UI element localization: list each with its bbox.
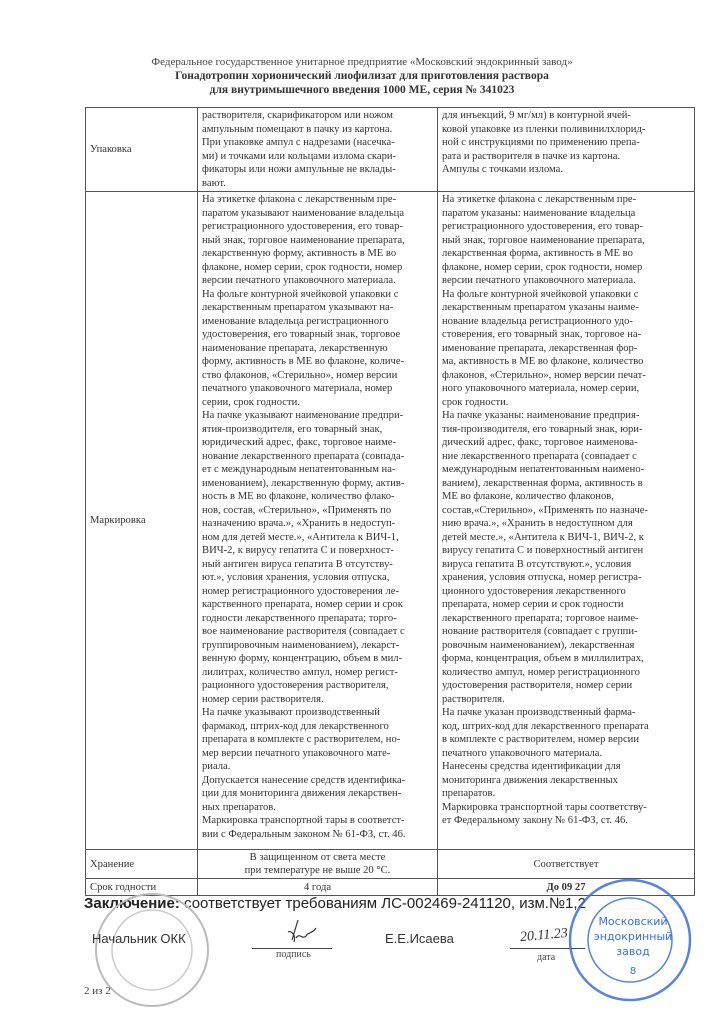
handwritten-date: 20.11.23 (519, 925, 569, 946)
conclusion-text: соответствует требованиям ЛС-002469-241120, изм.№1,2 (179, 895, 586, 912)
stamp-line3: завод (616, 945, 650, 958)
specification-table (85, 107, 695, 896)
row-name: Упаковка (86, 108, 198, 192)
table-row (86, 108, 695, 192)
stamp-line1: Московский (598, 915, 668, 928)
row-requirement: На этикетке флакона с лекарственным пре- паратом указывают наименование владельца регистрационного удостоверения, его товар- ный знак, торговое наименование препарата, лекарственную форму, активность в МЕ во флаконе, номер серии, срок годности, номер версии печатного упаковочного материала. На фольге контурной ячейковой упаковки с лекарственным препаратом указывают на- именование владельца регистрационного удостоверения, его товарный знак, торговое наименование препарата, лекарственную форму, активность в МЕ во флаконе, количе- ство флаконов, «Стерильно», номер версии печатного упаковочного материала, номер серии, срок годности. На пачке указывают наименование предпри- ятия-производителя, его товарный знак, юридический адрес, факс, торговое наиме- нование лекарственного препарата (совпада- ет с международным непатентованным на- именованием), лекарственную форму, актив- ность в МЕ во флаконе, количество флако- нов, состав, «Стерильно», «Применять по назначению врача.», «Хранить в недоступ- ном для детей месте.», «Антитела к ВИЧ-1, ВИЧ-2, к вирусу гепатита С и поверхност- ный антиген вируса гепатита В отсутству- ют.», условия хранения, условия отпуска, номер регистрационного удостоверения ле- карственного препарата, номер серии и срок годности лекарственного препарата; торго- вое наименование растворителя (совпадает с группировочным наименованием), лекарст- венную форму, концентрацию, объем в мил- лилитрах, количество ампул, номер регист- рационного удостоверения растворителя, номер серии растворителя. На пачке указывают производственный фармакод, штрих-код для лекарственного препарата в комплекте с растворителем, но- мер версии печатного упаковочного мате- риала. Допускается нанесение средств идентифика- ции для мониторинга движения лекарствен- ных препаратов. Маркировка транспортной тары в соответст- вии с Федеральным законом № 61-ФЗ, ст. 46. (198, 192, 438, 850)
conclusion-label: Заключение: (84, 895, 180, 912)
table-row (86, 192, 695, 850)
row-name: Срок годности (86, 879, 198, 896)
row-result: На этикетке флакона с лекарственным пре- паратом указаны: наименование владельца регистрационного удостоверения, его товар- ный знак, торговое наименование препарата, лекарственная форма, активность в МЕ во флаконе, номер серии, срок годности, номер версии печатного упаковочного материала. На фольге контурной ячейковой упаковки с лекарственным препаратом указаны наиме- нование владельца регистрационного удо- стоверения, его товарный знак, торговое на- именование препарата, лекарственная фор- ма, активность в МЕ во флаконе, количество флаконов, «Стерильно», номер версии печат- ного упаковочного материала, номер серии, срок годности. На пачке указаны: наименование предприя- тия-производителя, его товарный знак, юри- дический адрес, факс, торговое наименова- ние лекарственного препарата (совпадает с международным непатентованным наимено- ванием), лекарственная форма, активность в МЕ во флаконе, количество флаконов, состав,«Стерильно», «Применять по назначе- нию врача.», «Хранить в недоступном для детей месте.», «Антитела к ВИЧ-1, ВИЧ-2, к вирусу гепатита С и поверхностный антиген вируса гепатита В отсутствуют.», условия хранения, условия отпуска, номер регистра- ционного удостоверения лекарственного препарата, номер серии и срок годности лекарственного препарата; торговое наиме- нование растворителя (совпадает с группи- ровочным наименованием), лекарственная форма, концентрация, объем в миллилитрах, количество ампул, номер регистрационного удостоверения растворителя, номер серии растворителя. На пачке указан производственный фарма- код, штрих-код для лекарственного препарата в комплекте с растворителем, номер версии печатного упаковочного материала. Нанесены средства идентификации для мониторинга движения лекарственных препаратов. Маркировка транспортной тары соответству- ет Федеральному закону № 61-ФЗ, ст. 46. (438, 192, 695, 850)
row-name: Маркировка (86, 192, 198, 850)
signature-caption: подпись (276, 949, 311, 960)
signatory-name: Е.Е.Исаева (385, 931, 454, 946)
row-result: До 09 27 (438, 879, 695, 896)
page-number: 2 из 2 (84, 985, 111, 997)
signatory-position: Начальник ОКК (92, 931, 186, 946)
row-result: Соответствует (438, 850, 695, 879)
header-product: Гонадотропин хорионический лиофилизат для приготовления раствора (175, 70, 549, 82)
row-requirement: В защищенном от света месте при температуре не выше 20 °С. (198, 850, 438, 879)
date-caption: дата (537, 952, 556, 963)
handwritten-signature (282, 918, 322, 948)
header-batch: для внутримышечного введения 1000 МЕ, серия № 341023 (209, 84, 515, 96)
company-stamp (565, 875, 695, 1005)
row-result: для инъекций, 9 мг/мл) в контурной ячей- ковой упаковке из пленки поливинилхлорид- ной с инструкциями по применению препа- рата и растворителя в пачке из картона. Ампулы с точками излома. (438, 108, 695, 192)
row-requirement: растворителя, скарификатором или ножом ампульным помещают в пачку из картона. При упаковке ампул с надрезами (насечка- ми) и точками или кольцами излома скари- фикаторы или ножи ампульные не вклады- вают. (198, 108, 438, 192)
row-requirement: 4 года (198, 879, 438, 896)
stamp-number: 8 (629, 966, 637, 977)
row-name: Хранение (86, 850, 198, 879)
stamp-line2: эндокринный (593, 930, 673, 943)
header-organization: Федеральное государственное унитарное предприятие «Московский эндокринный завод» (151, 56, 573, 68)
